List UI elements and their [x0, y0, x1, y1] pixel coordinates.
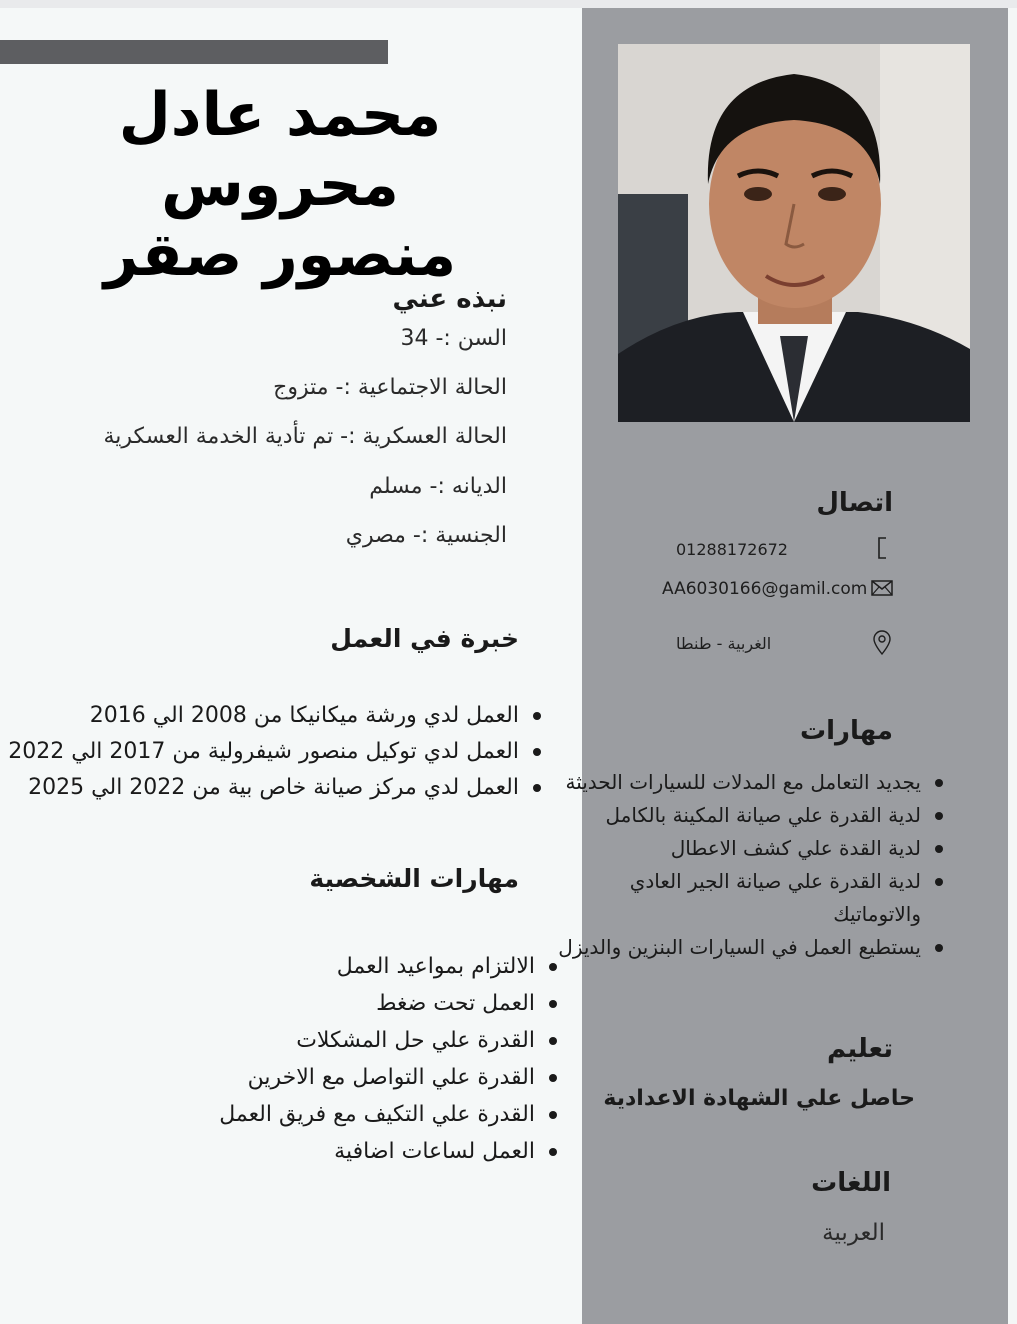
about-nationality: الجنسية :- مصري	[345, 523, 507, 548]
person-name	[0, 80, 560, 290]
skills-list	[558, 766, 921, 964]
skill-item: لدية القدة علي كشف الاعطال	[558, 832, 921, 865]
contact-phone[interactable]: 01288172672	[676, 540, 788, 559]
skill-item: يجديد التعامل مع المدلات للسيارات الحديثة	[558, 766, 921, 799]
location-pin-icon	[870, 630, 894, 654]
personal-skill-item: القدرة علي حل المشكلات	[219, 1022, 535, 1059]
phone-icon	[870, 536, 894, 560]
personal-skill-item: القدرة علي التواصل مع الاخرين	[219, 1059, 535, 1096]
languages-title: اللغات	[811, 1168, 891, 1198]
person-name-line1: محمد عادل محروس	[118, 80, 442, 220]
languages-value: العربية	[822, 1220, 885, 1246]
skill-item: لدية القدرة علي صيانة الجير العادي	[558, 865, 921, 898]
education-title: تعليم	[826, 1034, 893, 1064]
page-edge	[1008, 8, 1017, 1324]
contact-email[interactable]: AA6030166@gamil.com	[662, 579, 868, 599]
about-military-status: الحالة العسكرية :- تم تأدية الخدمة العسكرية	[103, 424, 507, 449]
experience-item: العمل لدي ورشة ميكانيكا من 2008 الي 2016	[8, 698, 519, 734]
experience-list	[8, 698, 519, 806]
skill-item: يستطيع العمل في السيارات البنزين والديزل	[558, 931, 921, 964]
top-strip	[0, 0, 1017, 8]
education-value: حاصل علي الشهادة الاعدادية	[603, 1086, 915, 1111]
experience-title: خبرة في العمل	[330, 624, 519, 653]
contact-title: اتصال	[816, 488, 893, 518]
experience-item: العمل لدي مركز صيانة خاص بية من 2022 الي 2025	[8, 770, 519, 806]
skill-item-continuation: والاتوماتيك	[833, 902, 921, 926]
person-name-line2: منصور صقر	[103, 220, 457, 290]
personal-skill-item: الالتزام بمواعيد العمل	[219, 948, 535, 985]
about-religion: الديانه :- مسلم	[369, 474, 507, 499]
personal-skill-item: العمل تحت ضغط	[219, 985, 535, 1022]
mail-icon	[870, 576, 894, 600]
contact-location: الغربية - طنطا	[676, 634, 772, 653]
profile-photo	[618, 44, 970, 422]
name-accent-bar	[0, 40, 388, 64]
personal-skill-item: العمل لساعات اضافية	[219, 1133, 535, 1170]
skills-title: مهارات	[799, 716, 893, 746]
personal-skills-list	[219, 948, 535, 1170]
about-title: نبذه عني	[392, 284, 507, 314]
about-marital-status: الحالة الاجتماعية :- متزوج	[273, 375, 507, 400]
skill-item: لدية القدرة علي صيانة المكينة بالكامل	[558, 799, 921, 832]
personal-skill-item: القدرة علي التكيف مع فريق العمل	[219, 1096, 535, 1133]
experience-item: العمل لدي توكيل منصور شيفرولية من 2017 الي 2022	[8, 734, 519, 770]
personal-skills-title: مهارات الشخصية	[309, 864, 519, 893]
about-age: السن :- 34	[400, 326, 507, 351]
